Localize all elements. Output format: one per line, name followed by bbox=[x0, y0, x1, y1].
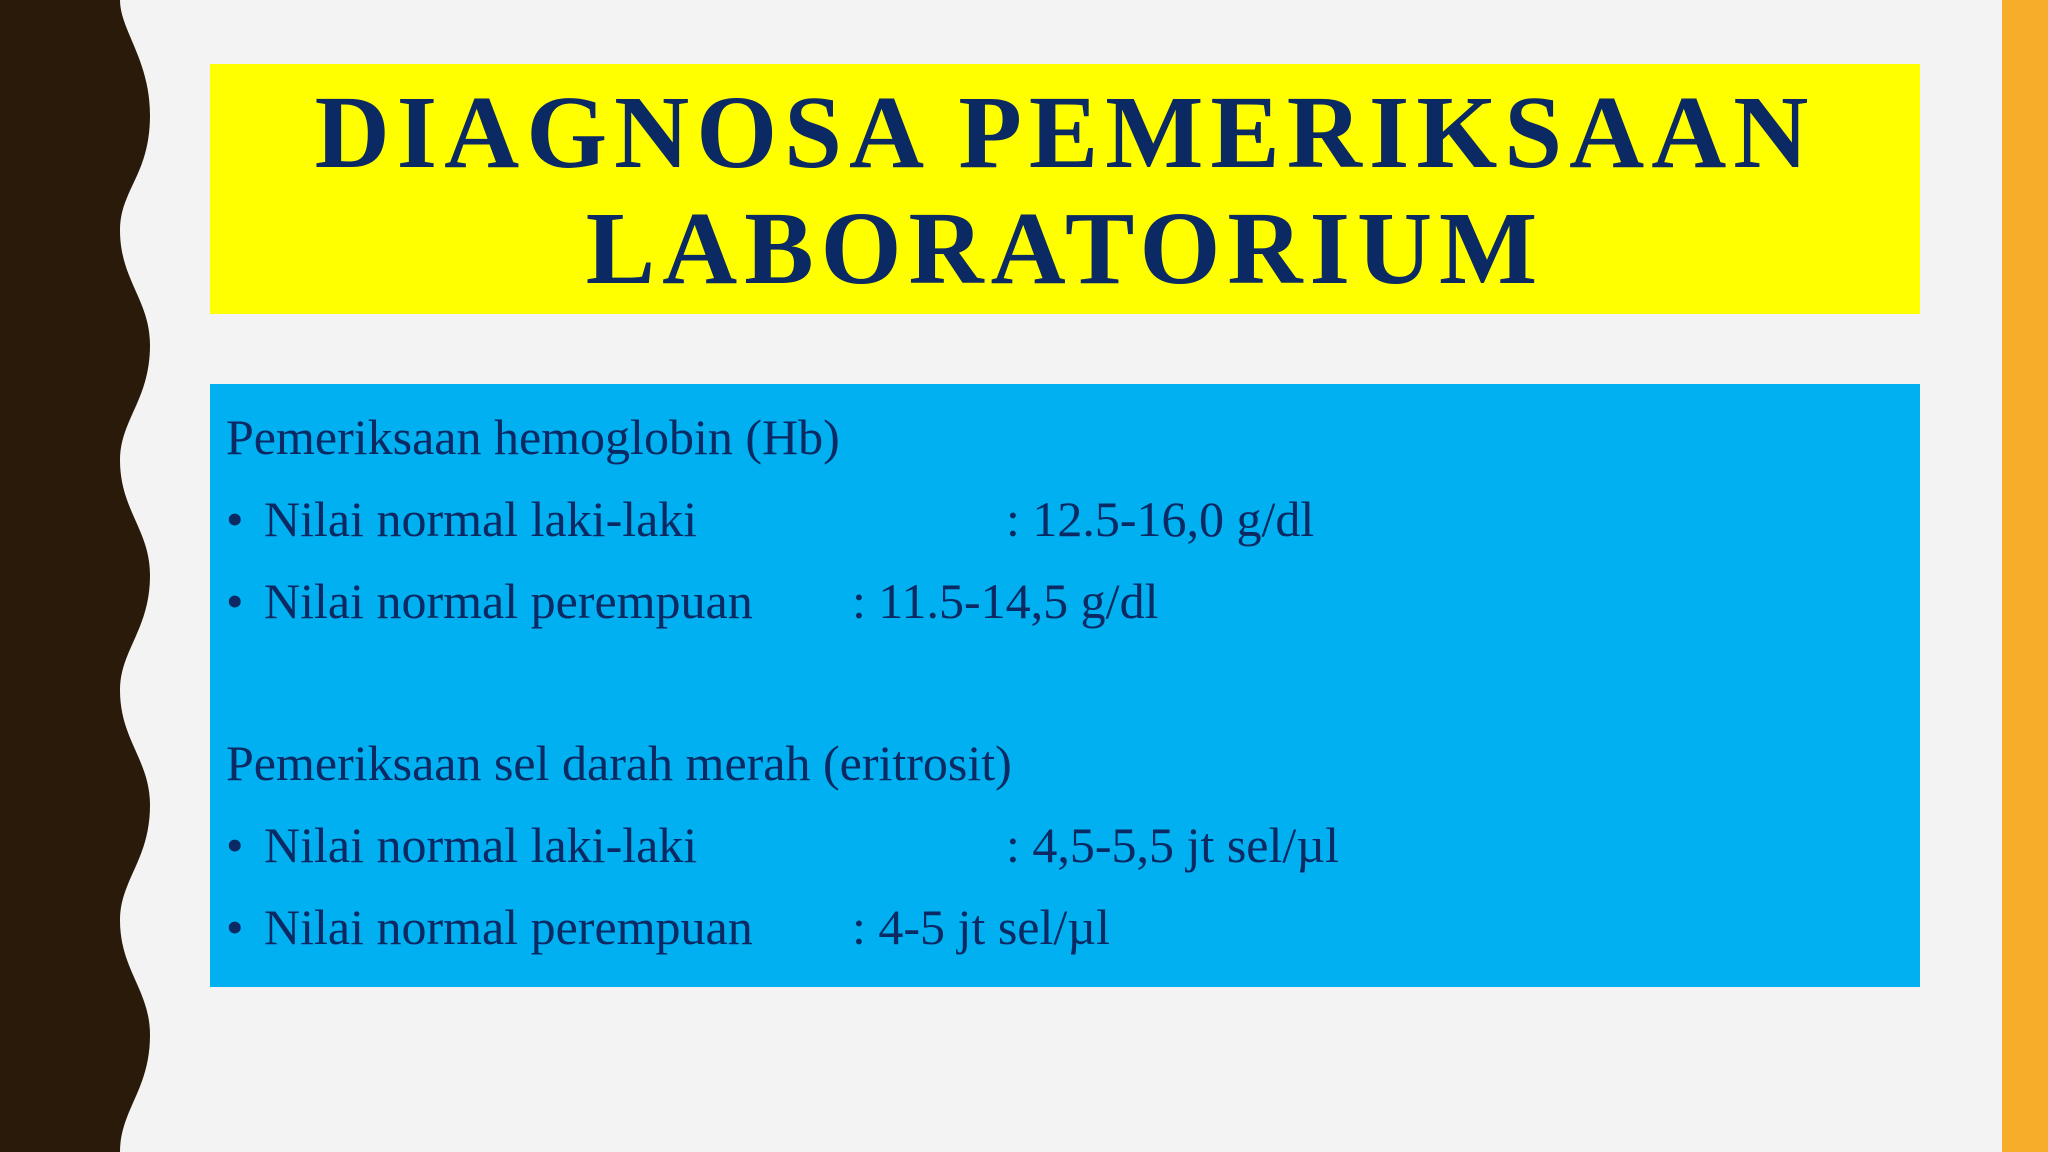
item-label: Nilai normal perempuan bbox=[264, 899, 753, 955]
bullet-icon: • bbox=[226, 491, 244, 547]
item-value: : 4-5 jt sel/µl bbox=[852, 899, 1110, 955]
item-label: Nilai normal laki-laki bbox=[264, 491, 698, 547]
bullet-icon: • bbox=[226, 899, 244, 955]
slide-title-line-2: LABORATORIUM bbox=[585, 191, 1545, 306]
list-item bbox=[226, 478, 1920, 560]
item-value: : 4,5-5,5 jt sel/µl bbox=[1006, 817, 1339, 873]
section-heading-hemoglobin: Pemeriksaan hemoglobin (Hb) bbox=[226, 409, 840, 465]
item-value: : 11.5-14,5 g/dl bbox=[852, 573, 1159, 629]
slide-title-line-1: DIAGNOSA PEMERIKSAAN bbox=[314, 75, 1816, 190]
item-value: : 12.5-16,0 g/dl bbox=[1006, 491, 1315, 547]
section-heading-eritrosit: Pemeriksaan sel darah merah (eritrosit) bbox=[226, 735, 1012, 791]
section-spacer bbox=[226, 642, 1920, 722]
bullet-icon: • bbox=[226, 573, 244, 629]
right-accent-strip bbox=[2002, 0, 2048, 1152]
list-item bbox=[226, 886, 1920, 968]
list-item bbox=[226, 804, 1920, 886]
item-label: Nilai normal perempuan bbox=[264, 573, 753, 629]
title-banner bbox=[210, 64, 1920, 314]
bullet-icon: • bbox=[226, 817, 244, 873]
list-item bbox=[226, 560, 1920, 642]
item-label: Nilai normal laki-laki bbox=[264, 817, 698, 873]
left-wave-decoration bbox=[0, 0, 160, 1152]
content-panel bbox=[210, 384, 1920, 987]
